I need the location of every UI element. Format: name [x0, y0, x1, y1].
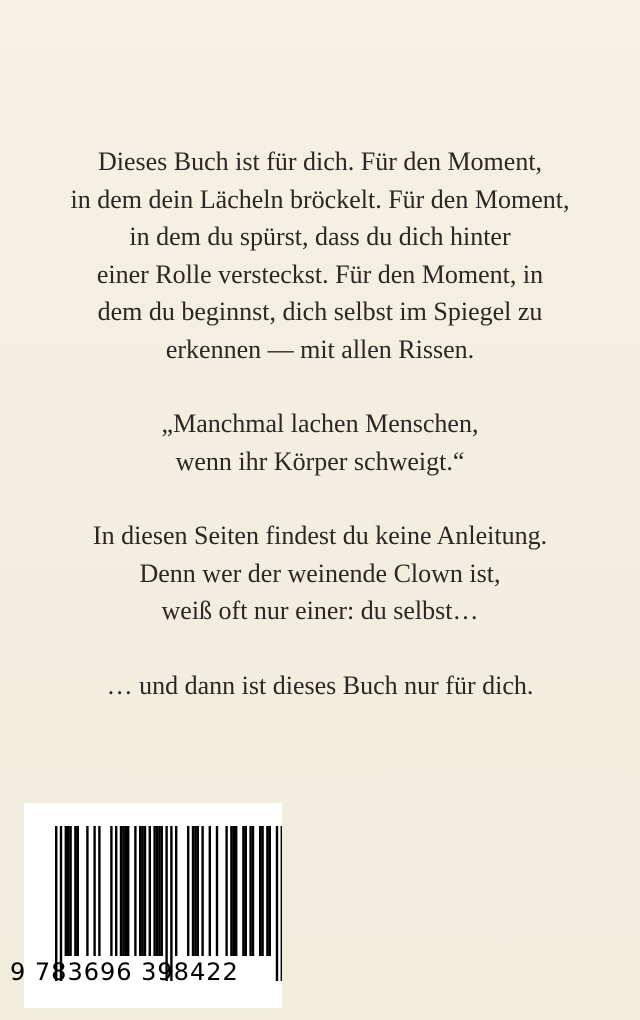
barcode-bar [125, 826, 127, 956]
blurb-quote [40, 405, 600, 480]
barcode-bar [201, 826, 203, 956]
barcode-bar [261, 826, 263, 956]
barcode-bar [69, 826, 71, 956]
barcode-bar [252, 826, 254, 956]
barcode-bar [93, 826, 95, 956]
blurb-line: Denn wer der weinende Clown ist, [139, 558, 501, 588]
barcode-bar [65, 826, 67, 956]
barcode-bar [134, 826, 136, 956]
barcode-bar [120, 826, 122, 956]
barcode-bar [110, 826, 112, 956]
barcode-bar [115, 826, 117, 956]
quote-line: „Manchmal lachen Menschen, [161, 409, 479, 438]
barcode-bar [158, 826, 160, 956]
quote-line: wenn ihr Körper schweigt.“ [175, 446, 465, 476]
blurb-paragraph-3 [40, 517, 600, 630]
blurb-text [40, 143, 600, 704]
isbn-number: 9 783696 398422 [10, 958, 239, 986]
blurb-line: In diesen Seiten findest du keine Anleitung. [92, 521, 548, 550]
barcode-bar [225, 826, 227, 956]
barcode-bar [235, 826, 237, 956]
barcode-bar [269, 826, 271, 956]
blurb-line: Dieses Buch ist für dich. Für den Moment, [97, 147, 543, 176]
barcode-bar [266, 826, 268, 956]
barcode-bar [156, 826, 158, 956]
barcode-bar [192, 826, 194, 956]
barcode-bar [161, 826, 163, 956]
barcode-bar [149, 826, 151, 956]
blurb-closing [40, 667, 600, 705]
blurb-line: erkennen — mit allen Rissen. [165, 334, 475, 364]
barcode-bar [249, 826, 251, 956]
barcode-bar [187, 826, 189, 956]
barcode-bar [141, 826, 143, 956]
barcode-bar [153, 826, 155, 956]
barcode-bar [242, 826, 244, 956]
barcode-bar [67, 826, 69, 956]
blurb-paragraph-1 [40, 143, 600, 368]
barcode-bar [281, 826, 282, 981]
barcode-bar [209, 826, 211, 956]
barcode-bar [175, 826, 177, 956]
barcode-bar [194, 826, 196, 956]
barcode-bar [230, 826, 232, 956]
barcode-bar [144, 826, 146, 956]
blurb-line: dem du beginnst, dich selbst im Spiegel zu [97, 297, 543, 326]
barcode-bar [77, 826, 79, 956]
barcode-bar [245, 826, 247, 956]
barcode-bar [98, 826, 100, 956]
barcode-bar [127, 826, 129, 956]
blurb-line: einer Rolle versteckst. Für den Moment, in [96, 259, 544, 289]
barcode-bar [139, 826, 141, 956]
barcode-bar [197, 826, 199, 956]
barcode-bar [86, 826, 88, 956]
barcode-bar [259, 826, 261, 956]
barcode-bar [216, 826, 218, 956]
closing-line: … und dann ist dieses Buch nur für dich. [106, 670, 534, 700]
blurb-line: weiß oft nur einer: du selbst… [161, 596, 479, 625]
barcode-bar [122, 826, 124, 956]
blurb-line: in dem du spürst, dass du dich hinter [129, 222, 511, 251]
blurb-line: in dem dein Lächeln bröckelt. Für den Moment, [70, 184, 570, 214]
barcode-bar [74, 826, 76, 956]
barcode-bar [233, 826, 235, 956]
